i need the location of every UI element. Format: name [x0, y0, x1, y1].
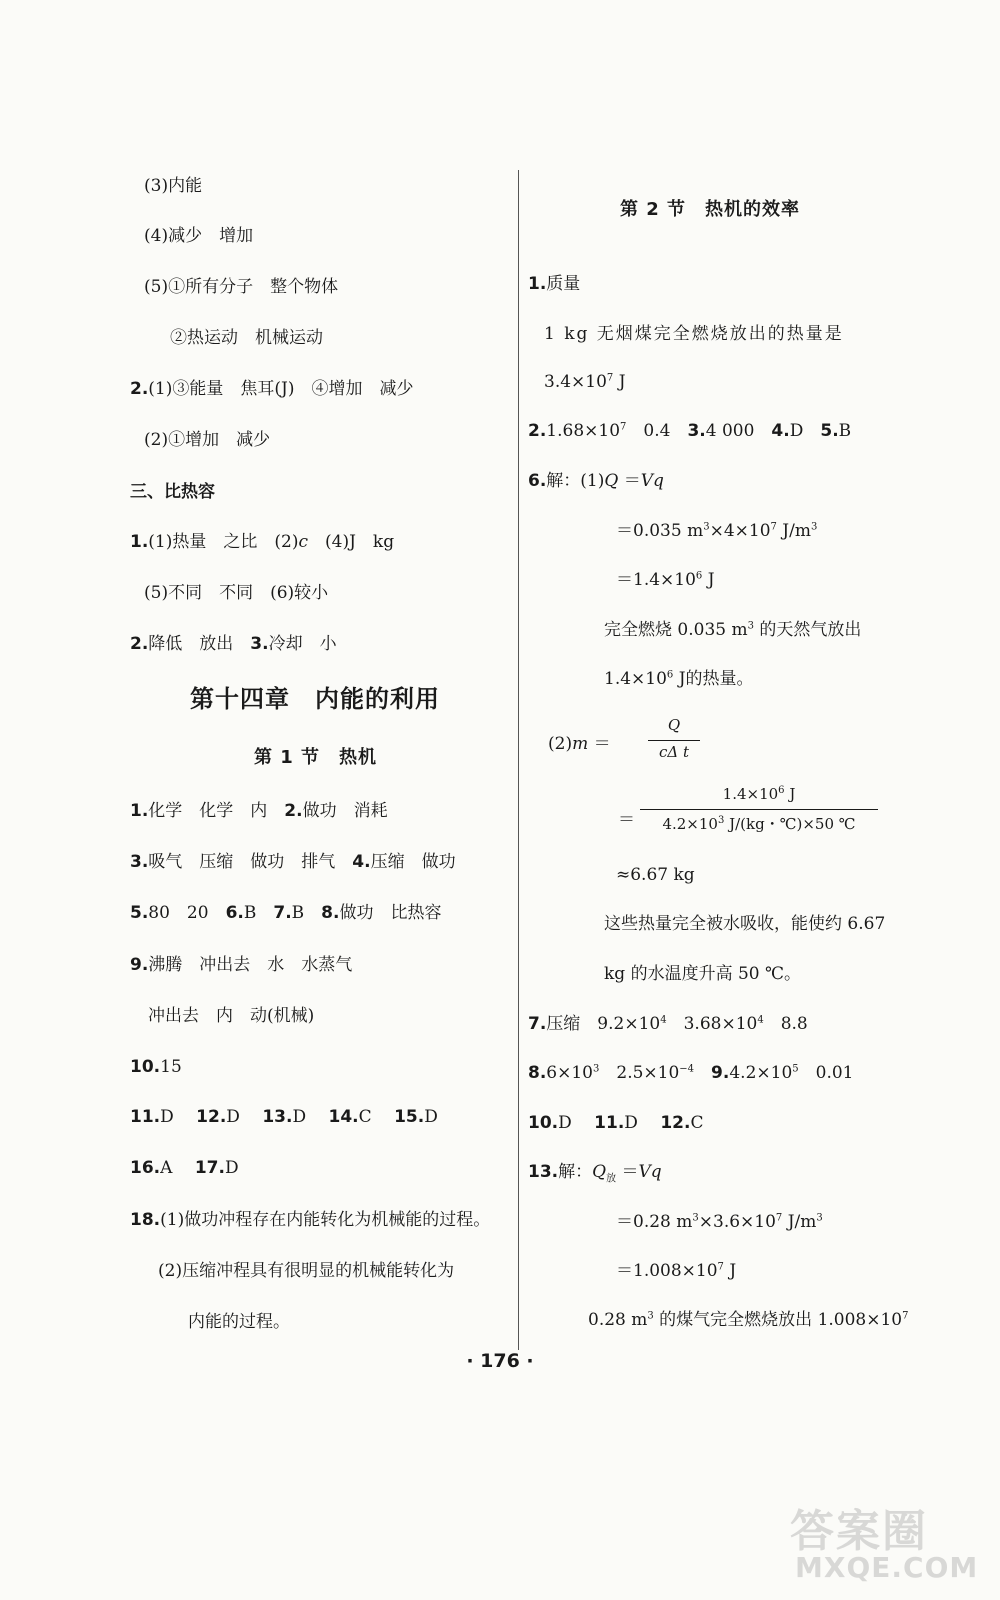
formula-line: (2)m ＝ — [548, 734, 611, 754]
answer-line: 5.80 20 6.B 7.B 8.做功 比热容 — [130, 903, 442, 923]
answer-line: $2.1.68\times 10^7$ 0.4 3.4 000 4.D 5.B — [528, 421, 852, 441]
answer-line: ≈6.67 kg — [616, 865, 695, 885]
answer-line: 7.压缩 $9.2\times 10^4$ $3.68\times 10^4$ 8.8 — [528, 1014, 808, 1034]
answer-line: 9.沸腾 冲出去 水 水蒸气 — [130, 955, 353, 975]
answer-line: (2)压缩冲程具有很明显的机械能转化为 — [158, 1261, 455, 1281]
answer-line: 18.(1)做功冲程存在内能转化为机械能的过程。 — [130, 1210, 491, 1230]
answer-line: 10.15 — [130, 1057, 182, 1077]
fraction-bar — [648, 740, 700, 741]
answer-line: 16.A 17.D — [130, 1158, 239, 1178]
answer-line: 这些热量完全被水吸收，能使约 6.67 — [604, 914, 886, 934]
fraction: Q cΔ t — [644, 716, 704, 764]
column-divider — [518, 170, 519, 1350]
answer-line: ＝0.035 $m^3\times 4\times 10^7$ $J/m^3$ — [616, 521, 818, 541]
watermark-logo — [780, 1495, 980, 1595]
answer-line: 1.质量 — [528, 274, 581, 294]
formula-line: ＝ — [618, 810, 635, 830]
page-number: · 176 · — [466, 1350, 534, 1372]
answer-line: 1.化学 化学 内 2.做功 消耗 — [130, 801, 388, 821]
watermark-text: 答案圈 — [790, 1506, 928, 1557]
answer-line: 3.吸气 压缩 做功 排气 4.压缩 做功 — [130, 852, 456, 872]
chapter-title: 第十四章 内能的利用 — [190, 685, 440, 713]
answer-line: ＝0.28 $m^3\times 3.6\times 10^7$ $J/m^3$ — [616, 1212, 823, 1232]
fraction-bar — [640, 809, 878, 810]
answer-line: (5)①所有分子 整个物体 — [144, 277, 339, 297]
answer-line: $8.6\times 10^3$ $2.5\times 10^{-4}$ $9.4.2\times 10^5$ 0.01 — [528, 1063, 854, 1083]
answer-line: 2.降低 放出 3.冷却 小 — [130, 634, 337, 654]
answer-line: 6.解：(1)Q ＝Vq — [528, 471, 664, 491]
answer-line: $=1.4\times 10^6$ J — [616, 570, 715, 590]
answer-line: ②热运动 机械运动 — [170, 328, 323, 348]
answer-line: 0.28 $m^3$ 的煤气完全燃烧放出 $1.008\times 10^7$ — [588, 1310, 909, 1330]
watermark-url: MXQE.COM — [795, 1551, 979, 1584]
answer-line: 内能的过程。 — [188, 1312, 290, 1332]
answer-line: 10.D 11.D 12.C — [528, 1113, 704, 1133]
answer-line: 1.(1)热量 之比 (2)c (4)J kg — [130, 532, 395, 552]
answer-line: 11.D 12.D 13.D 14.C 15.D — [130, 1107, 438, 1127]
answer-line: $=1.008\times 10^7$ J — [616, 1261, 737, 1281]
answer-line: $3.4\times 10^7$ J — [544, 372, 626, 392]
section-title: 第 1 节 热机 — [254, 747, 378, 768]
section-heading: 三、比热容 — [130, 482, 215, 502]
answer-line: $1.4\times 10^6$ J的热量。 — [604, 669, 754, 689]
answer-line: 2.(1)③能量 焦耳(J) ④增加 减少 — [130, 379, 414, 399]
answer-line: 冲出去 内 动(机械) — [148, 1006, 315, 1026]
answer-line: 13.解：$Q_放 =Vq$ — [528, 1162, 662, 1185]
answer-line: (4)减少 增加 — [144, 226, 254, 246]
answer-line: (3)内能 — [144, 176, 203, 196]
answer-line: 1 kg 无烟煤完全燃烧放出的热量是 — [544, 324, 844, 344]
answer-line: (2)①增加 减少 — [144, 430, 271, 450]
answer-line: (5)不同 不同 (6)较小 — [144, 583, 329, 603]
fraction: $1.4\times 10^6$ J $4.2\times 10^3$ J/(kg・℃)×50 ℃ — [640, 785, 878, 839]
answer-line: 完全燃烧 0.035 $m^3$ 的天然气放出 — [604, 620, 862, 640]
section-title: 第 2 节 热机的效率 — [620, 199, 801, 220]
answer-line: kg 的水温度升高 50 ℃。 — [604, 964, 802, 984]
